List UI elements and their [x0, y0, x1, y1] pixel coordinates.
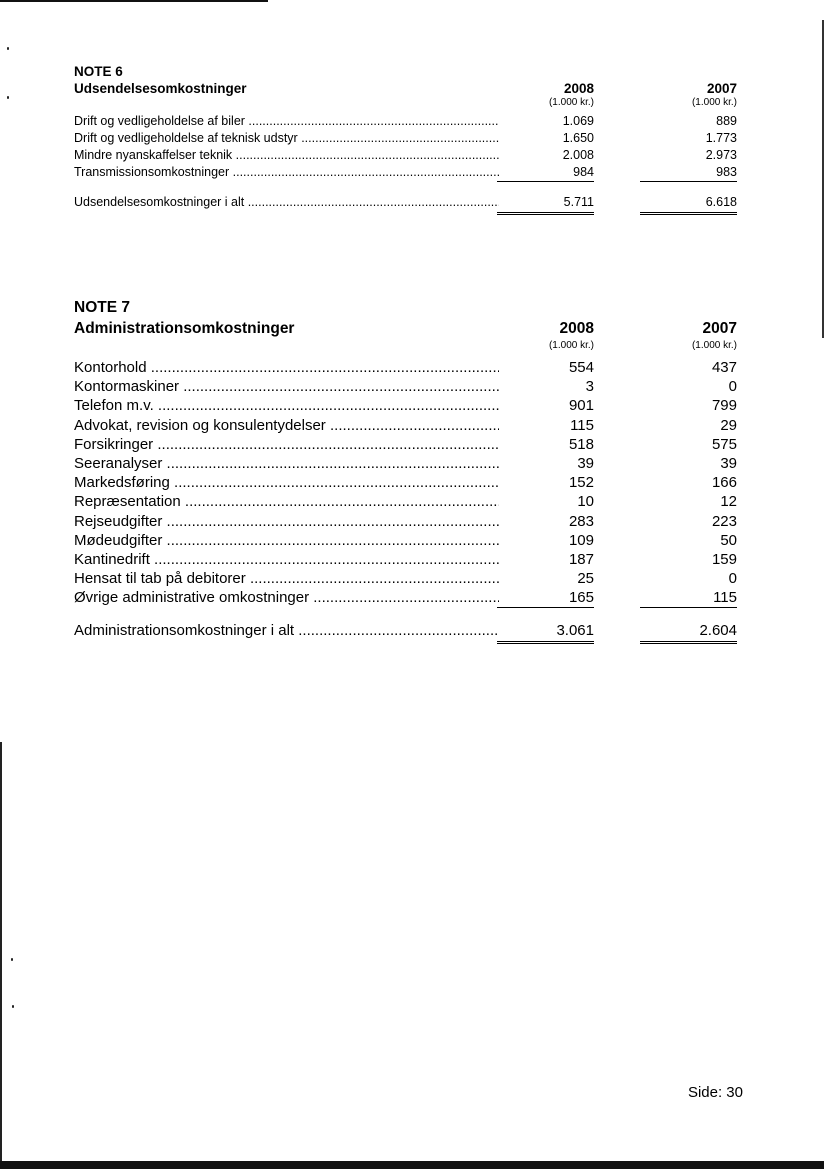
table-row: [74, 550, 737, 569]
note-6-year-2007: 2007: [706, 81, 737, 96]
value-2007: 983: [640, 164, 737, 182]
note-7-title: Administrationsomkostninger: [74, 320, 295, 337]
table-row: [74, 454, 737, 473]
scan-speck: [7, 47, 9, 50]
value-2007: 12: [720, 493, 737, 511]
note-6-number: NOTE 6: [74, 64, 123, 79]
note-6-title: Udsendelsesomkostninger: [74, 81, 247, 96]
value-2007: 2.973: [705, 148, 737, 162]
note-6-unit-2007: (1.000 kr.): [691, 97, 737, 108]
table-row: [74, 358, 737, 377]
value-2008: 901: [568, 397, 594, 415]
table-row: [74, 113, 737, 130]
row-label: Telefon m.v. .....: [74, 396, 499, 415]
value-2008: 187: [568, 550, 594, 568]
note-7-year-2007: 2007: [702, 320, 737, 337]
total-2007: 6.618: [640, 194, 737, 215]
note-7-year-2008: 2008: [559, 320, 594, 337]
row-label: Drift og vedligeholdelse af teknisk udstyr .....: [74, 130, 499, 147]
row-label: Rejseudgifter .....: [74, 512, 499, 531]
value-2008: 25: [577, 570, 594, 588]
total-2008: 5.711: [497, 194, 594, 215]
row-label: Transmissionsomkostninger .....: [74, 164, 499, 181]
value-2008: 165: [497, 588, 594, 608]
note-6-unit-row: [74, 97, 737, 113]
table-row: [74, 531, 737, 550]
value-2007: 166: [711, 474, 737, 492]
note-6-year-2008: 2008: [563, 81, 594, 96]
row-label: Mødeudgifter .....: [74, 531, 499, 550]
scan-edge-top: [0, 0, 268, 2]
value-2007: 0: [728, 570, 737, 588]
value-2008: 39: [577, 454, 594, 472]
table-row: [74, 164, 737, 181]
note-7-unit-2007: (1.000 kr.): [691, 340, 737, 351]
row-label: Forsikringer .....: [74, 435, 499, 454]
note-7-section: [74, 298, 737, 641]
row-label: Drift og vedligeholdelse af biler .....: [74, 113, 499, 130]
value-2008: 283: [568, 512, 594, 530]
table-row: [74, 377, 737, 396]
total-2007: 2.604: [640, 621, 737, 644]
total-label: Udsendelsesomkostninger i alt .....: [74, 194, 499, 211]
value-2008: 115: [570, 416, 594, 434]
note-7-unit-row: [74, 340, 737, 358]
table-row: [74, 130, 737, 147]
value-2007: 889: [716, 114, 737, 128]
value-2007: 50: [720, 531, 737, 549]
value-2008: 518: [568, 435, 594, 453]
total-label: Administrationsomkostninger i alt .....: [74, 621, 499, 640]
value-2008: 109: [568, 531, 594, 549]
table-row: [74, 416, 737, 435]
note-7-header: [74, 318, 737, 340]
value-2007: 115: [640, 588, 737, 608]
value-2008: 1.069: [562, 114, 594, 128]
value-2007: 799: [711, 397, 737, 415]
row-label: Markedsføring .....: [74, 473, 499, 492]
row-label: Seeranalyser .....: [74, 454, 499, 473]
scan-speck: [7, 96, 9, 99]
note-6-unit-2008: (1.000 kr.): [548, 97, 594, 108]
value-2007: 575: [711, 435, 737, 453]
row-label: Advokat, revision og konsulentydelser .....: [74, 416, 499, 435]
row-label: Kontorhold .....: [74, 358, 499, 377]
table-row: [74, 473, 737, 492]
row-label: Hensat til tab på debitorer .....: [74, 569, 499, 588]
scan-edge-left: [0, 742, 2, 1162]
row-label: Mindre nyanskaffelser teknik .....: [74, 147, 499, 164]
value-2007: 1.773: [705, 131, 737, 145]
row-label: Repræsentation .....: [74, 492, 499, 511]
table-row: [74, 435, 737, 454]
note-7-unit-2008: (1.000 kr.): [548, 340, 594, 351]
value-2008: 10: [577, 493, 594, 511]
row-label: Øvrige administrative omkostninger .....: [74, 588, 499, 607]
scan-speck: [12, 1005, 14, 1008]
row-label: Kantinedrift .....: [74, 550, 499, 569]
value-2007: 437: [711, 359, 737, 376]
total-2008: 3.061: [497, 621, 594, 644]
table-row: [74, 569, 737, 588]
value-2007: 39: [720, 454, 737, 472]
value-2008: 152: [568, 474, 594, 492]
value-2007: 223: [711, 512, 737, 530]
table-row: [74, 492, 737, 511]
scan-edge-bottom: [0, 1161, 824, 1169]
table-row: [74, 396, 737, 415]
note-7-number: NOTE 7: [74, 299, 130, 316]
scan-speck: [11, 958, 13, 961]
table-row: [74, 147, 737, 164]
note-6-section: [74, 64, 737, 211]
value-2007: 0: [728, 378, 737, 396]
total-row: [74, 621, 737, 640]
table-row: [74, 512, 737, 531]
value-2007: 159: [711, 550, 737, 568]
value-2008: 554: [568, 359, 594, 376]
note-6-header: [74, 80, 737, 97]
value-2008: 984: [497, 164, 594, 182]
page-number: Side: 30: [687, 1084, 743, 1101]
value-2008: 3: [585, 378, 594, 396]
table-row: [74, 588, 737, 607]
value-2008: 2.008: [562, 148, 594, 162]
value-2007: 29: [720, 416, 737, 434]
row-label: Kontormaskiner .....: [74, 377, 499, 396]
total-row: [74, 194, 737, 211]
value-2008: 1.650: [562, 131, 594, 145]
